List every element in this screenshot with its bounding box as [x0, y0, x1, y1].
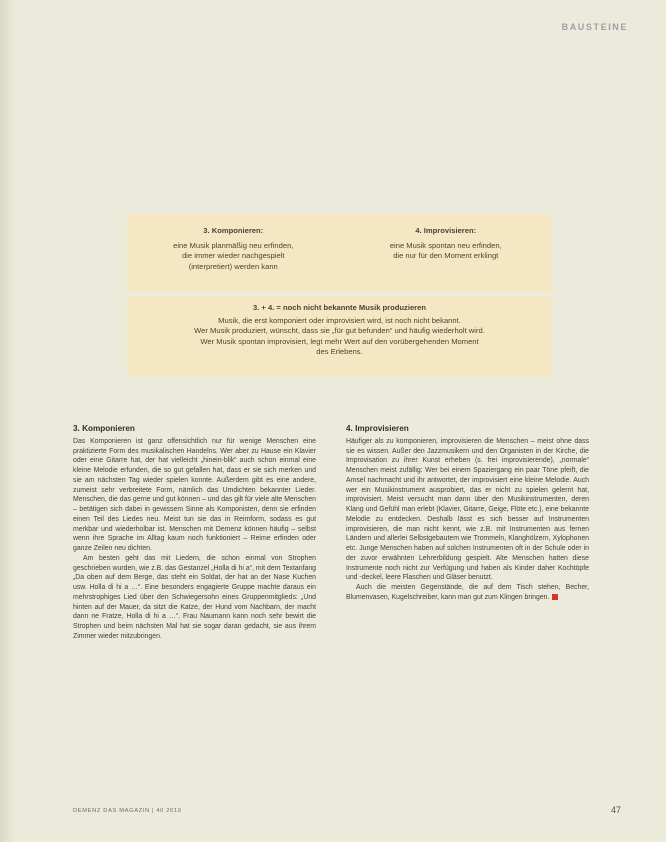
box-line: Wer Musik produziert, wünscht, dass sie „für gut befunden“ und häufig wiederholt wird. [194, 326, 485, 336]
article-column-right [346, 424, 589, 603]
concept-diagram [127, 214, 552, 377]
section-heading-improvisieren: 4. Improvisieren [346, 424, 409, 433]
paragraph-text: Auch die meisten Gegenstände, die auf dem Tisch stehen, Becher, Blumenvasen, Kugelschreiber, kann man gut zum Klingen bringen. [346, 584, 589, 601]
section-heading-komponieren: 3. Komponieren [73, 424, 135, 433]
box-line: eine Musik spontan neu erfinden, [389, 240, 502, 250]
box-combined [127, 296, 552, 377]
paragraph: Das Komponieren ist ganz offensichtlich nur für wenige Menschen eine praktizierte Form des musikalischen Handelns. Wer aber zu Hause ein Klavier oder eine Gitarre hat, der hat vielleicht „hinein-blik“ auch schon einmal eine kleine Melodie erfunden, die so gut gefallen hat, dass er sie sich merken und sie am nächsten Tag wieder spielen konnte. Außerdem gibt es eine andere, zumeist sehr verbreitete Form, nämlich das Umdichten bekannter Lieder. Menschen, die das gerne und gut können – und das gilt für viele alte Menschen – betätigen sich dabei in gewissem Sinne als Komponisten, denn sie erfinden einen Teil des Liedes neu. Meist tun sie das in Reimform, sodass es gut merkbar und wiederholbar ist. Menschen mit Demenz können häufig – selbst wenn ihre Sprache im Alltag kaum noch funktioniert – Reime erfinden oder ganze Zeilen neu dichten. [73, 437, 316, 552]
footer-magazine-title: DEMENZ DAS MAGAZIN | 40 2019 [73, 808, 182, 814]
diagram-top-row [127, 214, 552, 288]
box-line: die immer wieder nachgespielt [181, 251, 285, 260]
box-improvisieren-heading: 4. Improvisieren: [415, 226, 477, 235]
page-number: 47 [610, 805, 621, 815]
box-line: (interpretiert) werden kann [188, 261, 278, 271]
box-combined-heading: 3. + 4. = noch nicht bekannte Musik produzieren [252, 303, 426, 312]
box-komponieren-heading: 3. Komponieren: [203, 226, 264, 235]
end-of-article-square-icon [552, 594, 558, 600]
paragraph: Häufiger als zu komponieren, improvisieren die Menschen – meist ohne dass sie es wissen. Außer den Jazzmusikern und den Organisten in der Kirche, die Improvisation zu ihrer Kunst erheben (s. frei improvisierende), „normale“ Menschen meist zufällig: Wer bei einem Spaziergang ein paar Töne pfeift, die Amsel nachmacht und ihr antwortet, der improvisiert eine kleine Melodie. Auch wer ein Musikinstrument ausprobiert, das er nicht zu spielen gelernt hat, improvisiert. Meist versucht man dann über den Musikinstrumenten, deren Klang und Gefühl man erlebt (Klavier, Gitarre, Geige, Flöte etc.), eine bekannte Melodie zu entdecken. Deshalb lässt es sich besser auf Instrumenten improvisieren, die man nicht kennt, wie z.B. mit Instrumenten aus fernen Ländern und allerlei Selbstgebautem wie Trommeln, Klanghölzern, Xylophonen etc. Junge Menschen haben auf solchen Instrumenten oft in der Schule oder in der zuvor erwähnten Lehrerbildung gespielt. Alte Menschen hatten diese Instrumente noch nicht zur Verfügung und haben als Kinder daher Kochtöpfe und -deckel, leere Flaschen und Gläser benutzt. [346, 437, 589, 582]
box-line: Wer Musik spontan improvisiert, legt mehr Wert auf den vorübergehenden Moment [200, 336, 479, 346]
box-line: die nur für den Moment erklingt [393, 251, 499, 260]
box-line: Musik, die erst komponiert oder improvisiert wird, ist noch nicht bekannt. [218, 316, 461, 326]
paragraph [346, 583, 589, 603]
paragraph: Am besten geht das mit Liedern, die schon einmal von Strophen geschrieben wurden, wie z.B. das Gestanzel „Holla di hi a“, mit dem Textanfang „Da oben auf dem Berge, das steht ein Soldat, der hat an der Nase Kuchen usw. Holla di hi a …“. Eine besonders engagierte Gruppe machte daraus ein mehrstrophiges Lied über den Schwiegersohn eines Gruppenmitglieds: „Und hinten auf der Mauer, da sitzt die Katze, der Hund vom Nachbarn, der macht dann ne Fratze, Holla di hi a …“. Frau Naumann kann noch sehr bewirt die Strophen und beim nächsten Mal hat sie sogar daran gedacht, sie aus ihrem Zimmer wieder mitzubringen. [73, 554, 316, 640]
box-line: des Erlebens. [316, 346, 363, 356]
box-komponieren [127, 214, 340, 288]
page-gutter-shadow [0, 0, 14, 842]
box-improvisieren [340, 214, 553, 288]
section-label: BAUSTEINE [561, 22, 628, 32]
article-column-left [73, 424, 316, 642]
box-line: eine Musik planmäßig neu erfinden, [173, 240, 294, 250]
